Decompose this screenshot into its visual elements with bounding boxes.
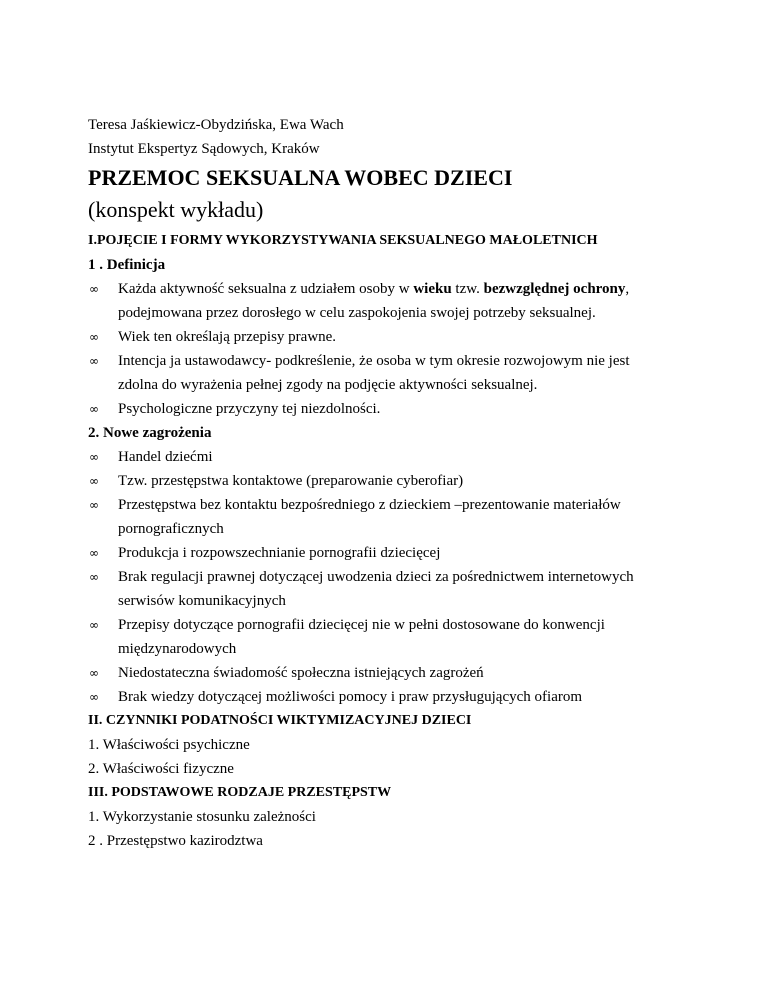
institution: Instytut Ekspertyz Sądowych, Kraków [88,141,320,157]
section-heading-3: III. PODSTAWOWE RODZAJE PRZESTĘPSTW [88,785,392,800]
list-item: ∞ Produkcja i rozpowszechnianie pornografii dziecięcej [88,541,748,565]
list-item: 2. Właściwości fizyczne [88,761,234,777]
infinity-bullet-icon: ∞ [89,330,99,344]
infinity-bullet-icon: ∞ [89,546,99,560]
infinity-bullet-icon: ∞ [89,498,99,512]
new-threats-list [88,445,748,709]
definition-list [88,277,748,421]
list-item: ∞ Niedostateczna świadomość społeczna istniejących zagrożeń [88,661,748,685]
document-content [88,113,748,853]
list-item: 2 . Przestępstwo kazirodztwa [88,833,263,849]
section-heading-2: II. CZYNNIKI PODATNOŚCI WIKTYMIZACYJNEJ DZIECI [88,713,472,728]
infinity-bullet-icon: ∞ [89,618,99,632]
infinity-bullet-icon: ∞ [89,570,99,584]
list-item: ∞ Wiek ten określają przepisy prawne. [88,325,748,349]
infinity-bullet-icon: ∞ [89,666,99,680]
authors: Teresa Jaśkiewicz-Obydzińska, Ewa Wach [88,117,344,133]
list-item: ∞ Intencja ja ustawodawcy- podkreślenie, że osoba w tym okresie rozwojowym nie jest zdolna do wyrażenia pełnej zgody na podjęcie aktywności seksualnej. [88,349,748,397]
infinity-bullet-icon: ∞ [89,690,99,704]
list-item: ∞ Brak wiedzy dotyczącej możliwości pomocy i praw przysługujących ofiarom [88,685,748,709]
list-item: ∞ Przepisy dotyczące pornografii dziecięcej nie w pełni dostosowane do konwencji międzynarodowych [88,613,748,661]
infinity-bullet-icon: ∞ [89,282,99,296]
subsection-heading-new-threats: 2. Nowe zagrożenia [88,425,212,441]
list-item: ∞ Przestępstwa bez kontaktu bezpośredniego z dzieckiem –prezentowanie materiałów pornograficznych [88,493,748,541]
document-title: PRZEMOC SEKSUALNA WOBEC DZIECI [88,165,513,190]
list-item: ∞ Tzw. przestępstwa kontaktowe (preparowanie cyberofiar) [88,469,748,493]
infinity-bullet-icon: ∞ [89,354,99,368]
infinity-bullet-icon: ∞ [89,474,99,488]
infinity-bullet-icon: ∞ [89,450,99,464]
list-item: ∞ Handel dziećmi [88,445,748,469]
list-item: ∞ Każda aktywność seksualna z udziałem osoby w wieku tzw. bezwzględnej ochrony, podejmowana przez dorosłego w celu zaspokojenia swojej potrzeby seksualnej. [88,277,748,325]
infinity-bullet-icon: ∞ [89,402,99,416]
list-item: 1. Właściwości psychiczne [88,737,250,753]
list-item: ∞ Psychologiczne przyczyny tej niezdolności. [88,397,748,421]
bold-term: bezwzględnej ochrony [483,281,626,297]
list-item: 1. Wykorzystanie stosunku zależności [88,809,316,825]
document-subtitle: (konspekt wykładu) [88,197,264,222]
bold-term: wieku [413,281,452,297]
section-heading-1: I.POJĘCIE I FORMY WYKORZYSTYWANIA SEKSUALNEGO MAŁOLETNICH [88,233,598,248]
subsection-heading-definition: 1 . Definicja [88,257,166,273]
list-item: ∞ Brak regulacji prawnej dotyczącej uwodzenia dzieci za pośrednictwem internetowych serwisów komunikacyjnych [88,565,748,613]
